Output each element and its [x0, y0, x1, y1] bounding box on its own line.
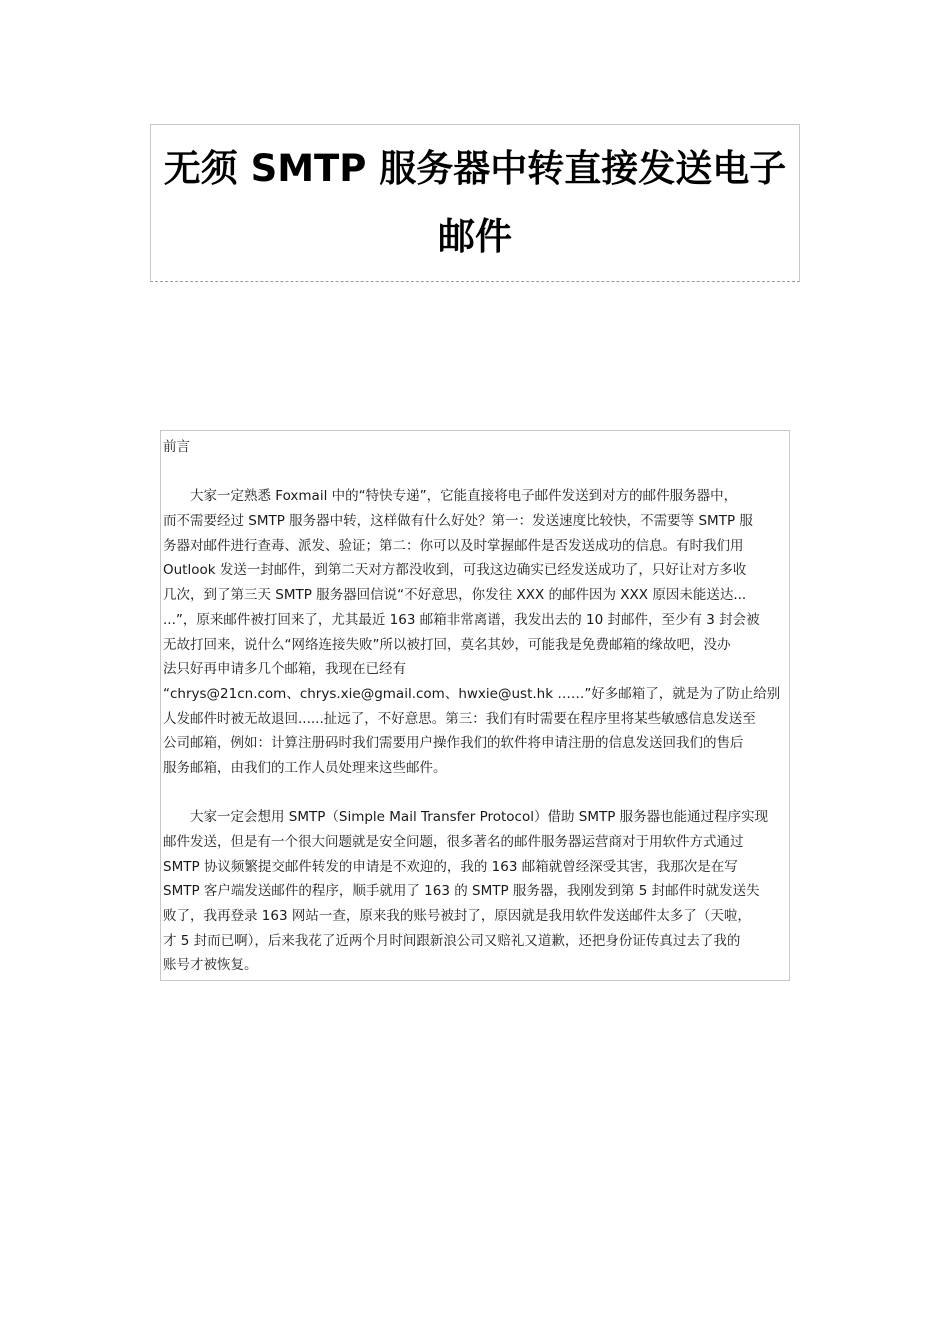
paragraph-line: SMTP 客户端发送邮件的程序，顺手就用了 163 的 SMTP 服务器，我刚发到第 5 封邮件时就发送失	[163, 883, 760, 900]
paragraph-2	[163, 805, 787, 978]
paragraph-line: 而不需要经过 SMTP 服务器中转，这样做有什么好处？第一：发送速度比较快，不需要等 SMTP 服	[163, 513, 753, 530]
paragraph-line: 法只好再申请多几个邮箱，我现在已经有	[163, 661, 406, 678]
paragraph-line: 账号才被恢复。	[163, 957, 258, 974]
paragraph-line: “chrys@21cn.com、chrys.xie@gmail.com、hwxie@ust.hk ……”好多邮箱了，就是为了防止给别	[163, 685, 781, 702]
paragraph-line: SMTP 协议频繁提交邮件转发的申请是不欢迎的，我的 163 邮箱就曾经深受其害，我那次是在写	[163, 858, 738, 875]
paragraph-line: 大家一定熟悉 Foxmail 中的“特快专递”，它能直接将电子邮件发送到对方的邮件服务器中，	[190, 488, 738, 505]
paragraph-line: 大家一定会想用 SMTP（Simple Mail Transfer Protocol）借助 SMTP 服务器也能通过程序实现	[190, 809, 769, 826]
document-title-line-2: 邮件	[438, 215, 512, 258]
section-heading: 前言	[163, 439, 190, 455]
paragraph-line: 几次，到了第三天 SMTP 服务器回信说“不好意思，你发往 XXX 的邮件因为 XXX 原因未能送达...	[163, 587, 747, 604]
paragraph-spacer	[163, 460, 787, 485]
paragraph-line: 败了，我再登录 163 网站一查，原来我的账号被封了，原因就是我用软件发送邮件太多了（天啦，	[163, 908, 751, 925]
paragraph-line: 邮件发送，但是有一个很大问题就是安全问题，很多著名的邮件服务器运营商对于用软件方式通过	[163, 834, 744, 850]
paragraph-line: 服务邮箱，由我们的工作人员处理来这些邮件。	[163, 759, 447, 776]
paragraph-line: 务器对邮件进行查毒、派发、验证；第二：你可以及时掌握邮件是否发送成功的信息。有时我们用	[163, 537, 744, 554]
paragraph-spacer	[163, 781, 787, 806]
paragraph-line: Outlook 发送一封邮件，到第二天对方都没收到，可我这边确实已经发送成功了，只好让对方多收	[163, 562, 747, 579]
title-box	[150, 124, 800, 282]
paragraph-1	[163, 484, 787, 780]
paragraph-line: 无故打回来，说什么“网络连接失败”所以被打回，莫名其妙，可能我是免费邮箱的缘故吧，没办	[163, 636, 731, 653]
content-box	[160, 430, 790, 981]
paragraph-line: 公司邮箱，例如：计算注册码时我们需要用户操作我们的软件将申请注册的信息发送回我们的售后	[163, 735, 744, 752]
document-title-line-1: 无须 SMTP 服务器中转直接发送电子	[163, 147, 787, 190]
paragraph-line: 人发邮件时被无故退回......扯远了，不好意思。第三：我们有时需要在程序里将某些敏感信息发送至	[163, 710, 756, 727]
paragraph-line: 才 5 封而已啊），后来我花了近两个月时间跟新浪公司又赔礼又道歉，还把身份证传真过去了我的	[163, 932, 741, 949]
paragraph-line: ...”，原来邮件被打回来了，尤其最近 163 邮箱非常离谱，我发出去的 10 封邮件，至少有 3 封会被	[163, 611, 760, 628]
